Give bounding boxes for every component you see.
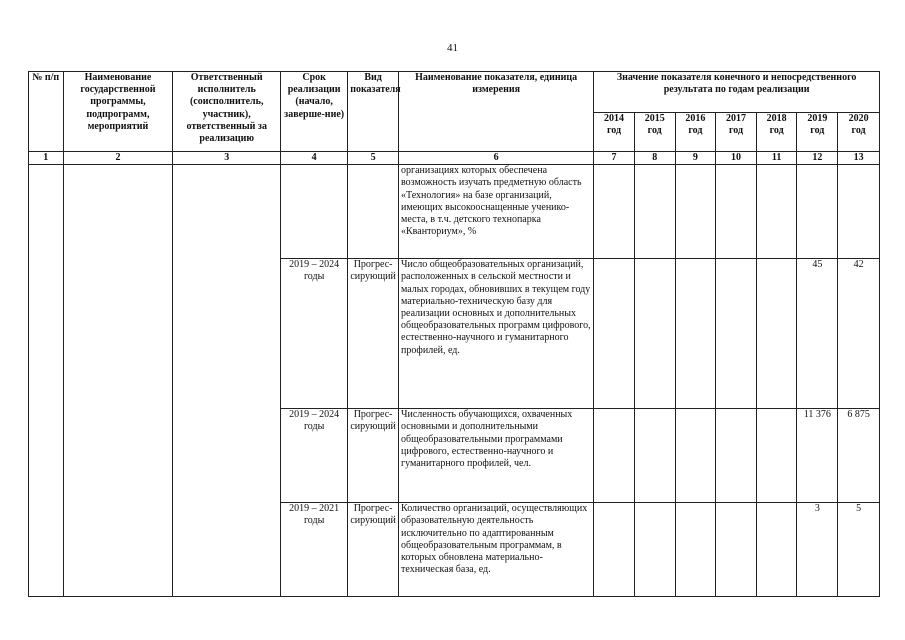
indicator-name-cell: организациях которых обеспечена возможность изучать предметную область «Технология» на базе организаций, имеющих высокооснащенные ученико-места, в т.ч. детского технопарка «Кванториум», % (399, 165, 594, 259)
indicator-kind-cell: Прогрес-сирующий (348, 503, 399, 597)
value-cell: 45 (797, 259, 838, 409)
column-number: 12 (797, 152, 838, 165)
value-cell (594, 503, 635, 597)
indicators-table (28, 71, 880, 597)
value-cell: 5 (838, 503, 880, 597)
header-year: 2016 год (675, 113, 716, 152)
value-cell (675, 259, 716, 409)
column-number: 5 (348, 152, 399, 165)
value-cell (716, 409, 757, 503)
value-cell (634, 409, 675, 503)
value-cell (594, 409, 635, 503)
column-number: 3 (173, 152, 281, 165)
column-number: 7 (594, 152, 635, 165)
period-cell: 2019 – 2021 годы (281, 503, 348, 597)
value-cell (675, 165, 716, 259)
column-number: 2 (63, 152, 173, 165)
header-year: 2018 год (756, 113, 797, 152)
header-year: 2019 год (797, 113, 838, 152)
header-number: № п/п (29, 72, 64, 152)
indicator-kind-cell: Прогрес-сирующий (348, 409, 399, 503)
header-values-group: Значение показателя конечного и непосредственного результата по годам реализации (594, 72, 880, 113)
row-number-cell (29, 165, 64, 597)
value-cell (716, 503, 757, 597)
value-cell (634, 259, 675, 409)
header-year: 2017 год (716, 113, 757, 152)
period-cell: 2019 – 2024 годы (281, 259, 348, 409)
value-cell (797, 165, 838, 259)
column-number: 8 (634, 152, 675, 165)
value-cell (756, 165, 797, 259)
indicator-name-cell: Численность обучающихся, охваченных основными и дополнительными общеобразовательными программами цифрового, естественно-научного и гуманитарного профилей, чел. (399, 409, 594, 503)
value-cell (634, 165, 675, 259)
responsible-cell (173, 165, 281, 597)
table-row (29, 165, 880, 259)
header-year: 2020 год (838, 113, 880, 152)
value-cell: 11 376 (797, 409, 838, 503)
value-cell (716, 259, 757, 409)
value-cell: 42 (838, 259, 880, 409)
indicator-name-cell: Число общеобразовательных организаций, расположенных в сельской местности и малых городах, обновивших в текущем году материально-техническую базу для реализации основных и дополнительных общеобразовательных программ цифрового, естественно-научного и гуманитарного профилей, ед. (399, 259, 594, 409)
value-cell (594, 259, 635, 409)
header-program-name: Наименование государственной программы, подпрограмм, мероприятий (63, 72, 173, 152)
header-responsible: Ответственный исполнитель (соисполнитель, участник), ответственный за реализацию (173, 72, 281, 152)
value-cell (716, 165, 757, 259)
value-cell (756, 409, 797, 503)
header-period: Срок реализации (начало, заверше-ние) (281, 72, 348, 152)
period-cell (281, 165, 348, 259)
header-year: 2014 год (594, 113, 635, 152)
column-number: 9 (675, 152, 716, 165)
value-cell (675, 503, 716, 597)
column-number: 1 (29, 152, 64, 165)
value-cell: 6 875 (838, 409, 880, 503)
column-number: 4 (281, 152, 348, 165)
column-number: 13 (838, 152, 880, 165)
program-name-cell (63, 165, 173, 597)
value-cell: 3 (797, 503, 838, 597)
column-numbers-row (29, 152, 880, 165)
value-cell (756, 503, 797, 597)
value-cell (634, 503, 675, 597)
page-number: 41 (447, 42, 458, 54)
header-year: 2015 год (634, 113, 675, 152)
value-cell (838, 165, 880, 259)
header-indicator-name: Наименование показателя, единица измерения (399, 72, 594, 152)
value-cell (756, 259, 797, 409)
header-indicator-kind: Вид показателя (348, 72, 399, 152)
value-cell (675, 409, 716, 503)
indicator-name-cell: Количество организаций, осуществляющих образовательную деятельность исключительно по адаптированным общеобразовательным программам, в которых обновлена материально-техническая база, ед. (399, 503, 594, 597)
column-number: 6 (399, 152, 594, 165)
period-cell: 2019 – 2024 годы (281, 409, 348, 503)
column-number: 10 (716, 152, 757, 165)
indicator-kind-cell (348, 165, 399, 259)
column-number: 11 (756, 152, 797, 165)
value-cell (594, 165, 635, 259)
indicator-kind-cell: Прогрес-сирующий (348, 259, 399, 409)
